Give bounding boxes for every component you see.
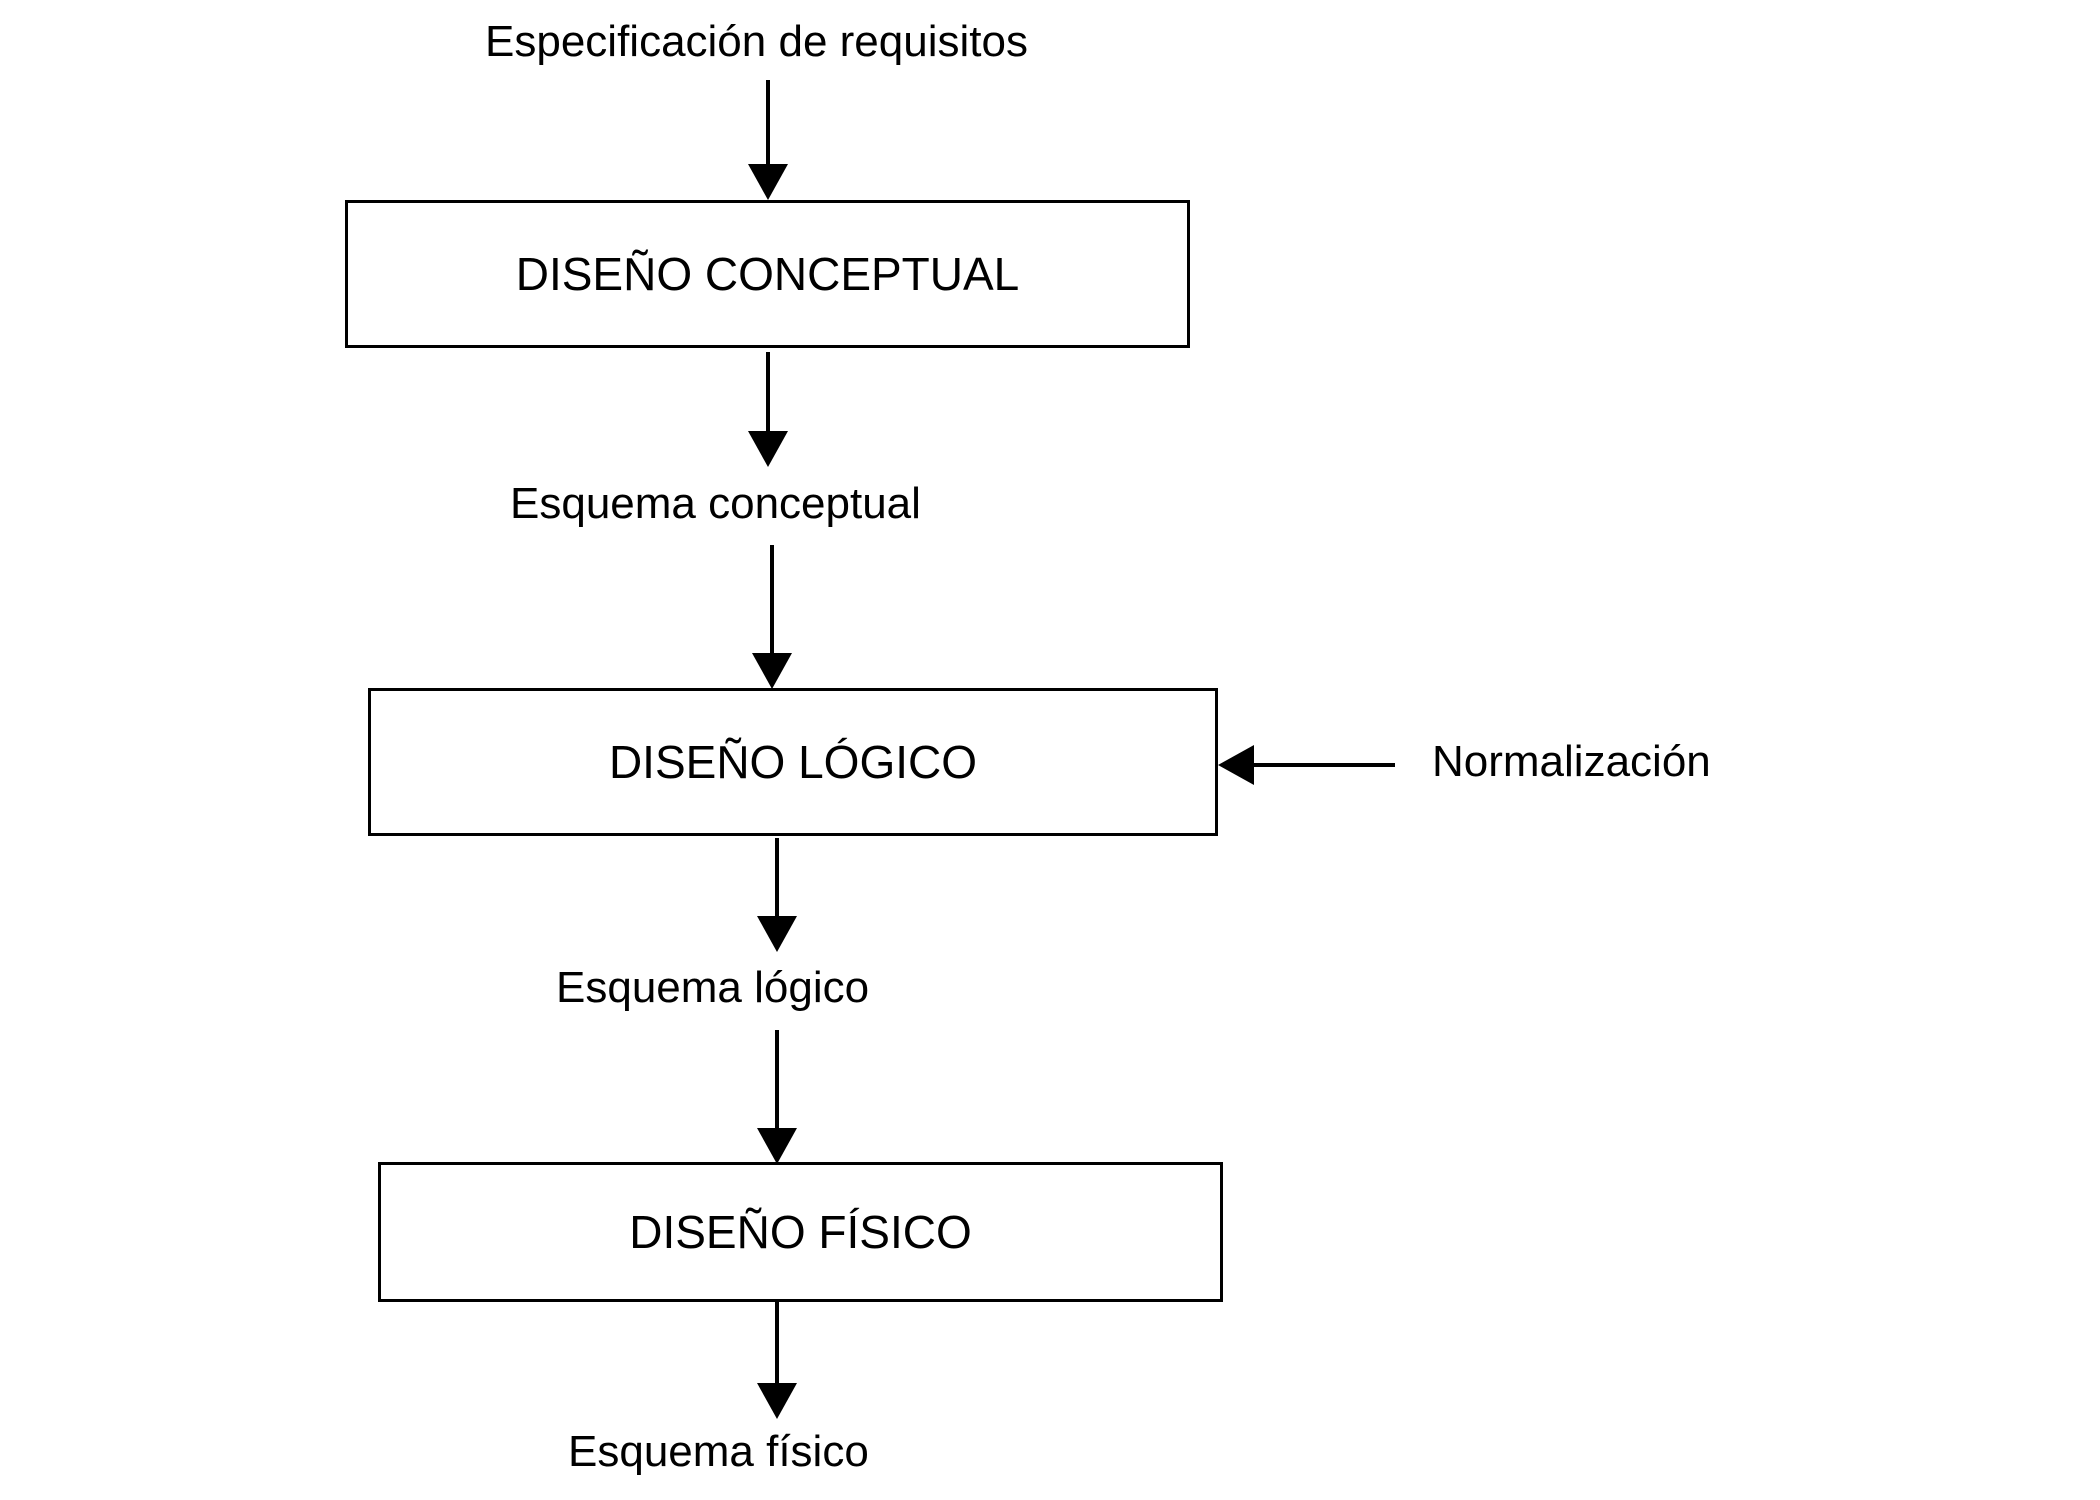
- node-box-diseno-fisico: [378, 1162, 1223, 1302]
- node-label-especificacion-requisitos: Especificación de requisitos: [485, 17, 1028, 66]
- node-label-esquema-conceptual: Esquema conceptual: [510, 479, 921, 528]
- node-box-label-diseno-logico: DISEÑO LÓGICO: [608, 736, 978, 788]
- node-label-esquema-logico: Esquema lógico: [556, 963, 870, 1012]
- node-box-label-diseno-fisico: DISEÑO FÍSICO: [629, 1206, 972, 1258]
- node-box-diseno-conceptual: [345, 200, 1190, 348]
- node-box-diseno-logico: [368, 688, 1218, 836]
- node-label-normalizacion: Normalización: [1432, 737, 1711, 786]
- node-box-label-diseno-conceptual: DISEÑO CONCEPTUAL: [515, 248, 1020, 300]
- node-label-esquema-fisico: Esquema físico: [568, 1427, 869, 1476]
